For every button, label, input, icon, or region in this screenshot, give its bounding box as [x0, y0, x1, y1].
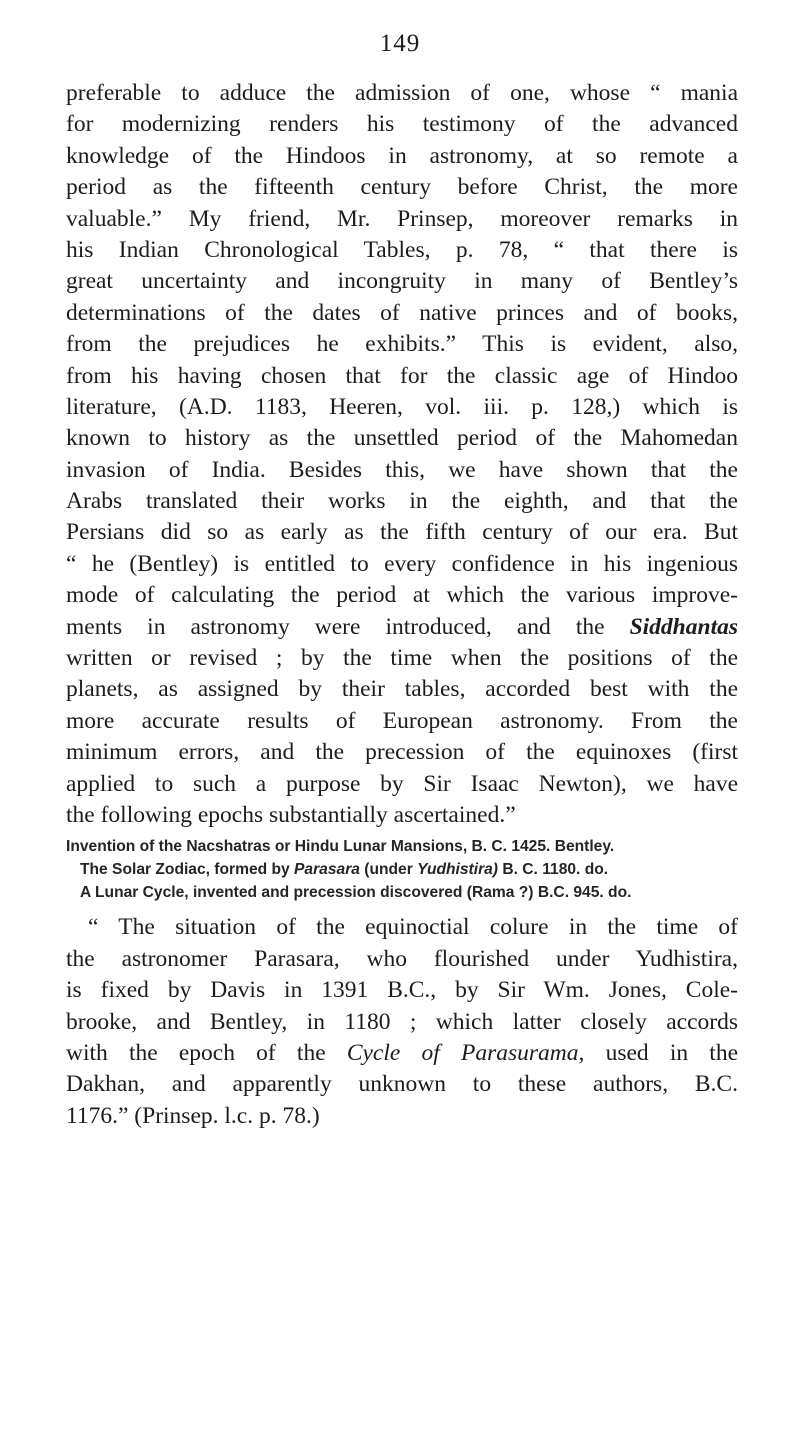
epoch-italic-name: Parasara [294, 861, 360, 879]
text-line: the following epochs substantially ascertained.” [66, 801, 516, 828]
text-line: determinations of the dates of native princes and of books, [66, 299, 738, 326]
text-line: planets, as assigned by their tables, accorded best with the [66, 676, 738, 703]
text-fragment: with the epoch of the [66, 1039, 326, 1066]
epoch-italic-name: Yudhistira) [417, 861, 499, 879]
text-line: is fixed by Davis in 1391 B.C., by Sir Wm. Jones, Cole- [66, 977, 738, 1004]
text-line: 1176.” (Prinsep. l.c. p. 78.) [66, 1102, 320, 1129]
text-line: known to history as the unsettled period of the Mahomedan [66, 425, 738, 452]
epoch-text: The Solar Zodiac, formed by [80, 861, 290, 879]
text-line: valuable.” My friend, Mr. Prinsep, moreover remarks in [66, 205, 738, 232]
page-number: 149 [379, 30, 421, 57]
italic-term-cycle: Cycle of Parasurama, [346, 1039, 585, 1066]
epoch-item: Invention of the Nacshatras or Hindu Lunar Mansions, B. C. 1425. Bentley. [66, 838, 615, 856]
epochs-list [66, 835, 738, 904]
text-fragment: used in the [605, 1039, 738, 1066]
text-line: “ The situation of the equinoctial colure in the time of [88, 914, 738, 941]
text-line: from his having chosen that for the classic age of Hindoo [66, 362, 738, 389]
text-fragment: ments in astronomy were introduced, and the [66, 613, 605, 640]
text-line-with-italic [66, 1038, 738, 1069]
text-line: mode of calculating the period at which the various improve- [66, 582, 738, 609]
text-line: “ he (Bentley) is entitled to every confidence in his ingenious [66, 550, 738, 577]
epoch-text: B. C. 1180. do. [502, 861, 609, 879]
text-line: period as the fifteenth century before Christ, the more [66, 174, 738, 201]
text-line: brooke, and Bentley, in 1180 ; which latter closely accords [66, 1008, 738, 1035]
epoch-item [66, 858, 738, 881]
text-line: Dakhan, and apparently unknown to these authors, B.C. [66, 1071, 738, 1098]
text-line: from the prejudices he exhibits.” This is evident, also, [66, 331, 738, 358]
text-line: knowledge of the Hindoos in astronomy, at so remote a [66, 142, 738, 169]
text-line: Persians did so as early as the fifth century of our era. But [66, 519, 738, 546]
text-line: invasion of India. Besides this, we have shown that the [66, 456, 738, 483]
text-line: his Indian Chronological Tables, p. 78, “ that there is [66, 236, 738, 263]
text-line: the astronomer Parasara, who flourished under Yudhistira, [66, 945, 738, 972]
body-text [66, 78, 738, 1132]
text-line: great uncertainty and incongruity in many of Bentley’s [66, 268, 738, 295]
text-line: applied to such a purpose by Sir Isaac Newton), we have [66, 770, 738, 797]
text-line-with-italic [66, 612, 738, 643]
italic-term-siddhantas: Siddhantas [629, 613, 738, 640]
text-line: for modernizing renders his testimony of the advanced [66, 111, 738, 138]
text-line: literature, (A.D. 1183, Heeren, vol. iii. p. 128,) which is [66, 393, 738, 420]
text-line: Arabs translated their works in the eighth, and that the [66, 488, 738, 515]
text-line: more accurate results of European astronomy. From the [66, 707, 738, 734]
text-line: preferable to adduce the admission of one, whose “ mania [66, 80, 738, 106]
text-line: minimum errors, and the precession of the equinoxes (first [66, 739, 738, 766]
epoch-text: (under [364, 861, 413, 879]
text-line: written or revised ; by the time when the positions of the [66, 645, 738, 672]
epoch-item: A Lunar Cycle, invented and precession discovered (Rama ?) B.C. 945. do. [80, 884, 632, 902]
